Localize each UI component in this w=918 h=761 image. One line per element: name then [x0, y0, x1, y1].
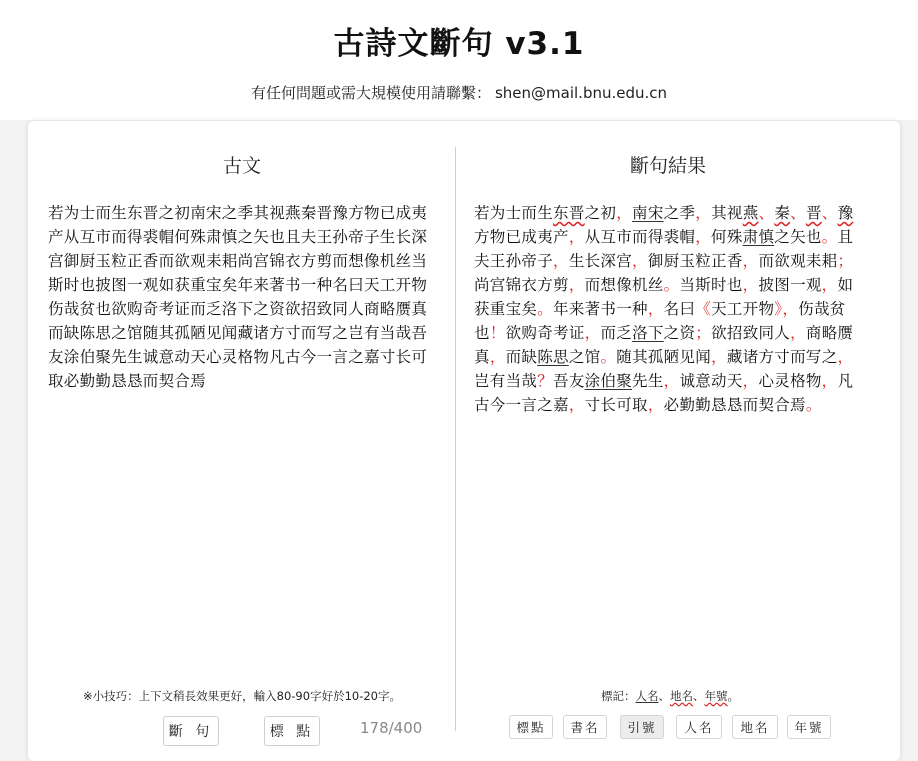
- result-segment: 且夫王孙帝子: [474, 228, 854, 270]
- result-punctuation: ；: [837, 252, 854, 270]
- result-segment: 凡古今一言之嘉: [474, 372, 854, 414]
- page-title: 古詩文斷句 v3.1: [333, 26, 585, 62]
- result-segment: 藏诸方寸而写之: [726, 348, 838, 366]
- result-segment: 吾友: [553, 372, 585, 390]
- option-era-name[interactable]: 年號: [787, 715, 831, 739]
- result-segment: 商略赝真: [474, 324, 854, 366]
- result-punctuation: 。: [537, 300, 554, 318]
- result-punctuation: ，: [782, 300, 799, 318]
- result-segment: 披图一观: [758, 276, 822, 294]
- result-segment: 诚意动天: [679, 372, 743, 390]
- result-punctuation: ，: [568, 276, 585, 294]
- result-panel-title: 斷句結果: [629, 155, 706, 177]
- source-panel-title: 古文: [222, 155, 261, 177]
- result-text: [474, 201, 866, 417]
- result-punctuation: ，: [616, 204, 633, 222]
- result-segment: 欲购奇考证: [505, 324, 585, 342]
- result-punctuation: 》: [774, 300, 783, 318]
- panel-divider: [455, 147, 456, 731]
- result-segment: 而乏: [600, 324, 633, 342]
- option-book-title[interactable]: 書名: [563, 715, 607, 739]
- result-segment: 从互市而得裘帽: [584, 228, 696, 246]
- option-quotes[interactable]: 引號: [620, 715, 664, 739]
- result-punctuation: ，: [742, 252, 759, 270]
- result-segment: 而缺: [505, 348, 538, 366]
- legend-place: 地名: [670, 689, 693, 703]
- result-place-mark: 燕: [742, 204, 759, 222]
- result-punctuation: ；: [695, 324, 712, 342]
- result-segment: 心灵格物: [758, 372, 822, 390]
- result-segment: 御厨玉粒正香: [647, 252, 743, 270]
- result-punctuation: ，: [821, 276, 838, 294]
- result-place-mark: 秦: [774, 204, 791, 222]
- result-segment: 而想像机丝: [584, 276, 664, 294]
- result-person-mark: 洛下: [632, 324, 664, 342]
- result-punctuation: 。: [805, 396, 822, 414]
- result-segment: 随其孤陋见闻: [616, 348, 712, 366]
- legend-end: 。: [727, 689, 739, 703]
- result-punctuation: 。: [821, 228, 838, 246]
- result-segment: 之季: [663, 204, 696, 222]
- result-punctuation: 、: [821, 204, 838, 222]
- legend-year: 年號: [704, 689, 728, 703]
- punctuate-button[interactable]: 標 點: [264, 716, 320, 746]
- result-segment: 之矢也: [774, 228, 822, 246]
- result-segment: 年来著书一种: [553, 300, 648, 318]
- result-place-mark: 豫: [837, 204, 854, 222]
- contact-label: 有任何問題或需大規模使用請聯繫：: [250, 84, 491, 102]
- tip-text: ※小技巧：上下文稍長效果更好，輸入80-90字好於10-20字。: [83, 689, 401, 703]
- result-punctuation: ，: [663, 372, 680, 390]
- result-punctuation: ，: [742, 276, 759, 294]
- source-text-input[interactable]: 若为士而生东晋之初南宋之季其视燕秦晋豫方物已成夷产从互市而得裘帽何殊肃慎之矢也且夫王孙帝子生长深宫御厨玉粒正香而欲观耒耜尚宫锦衣方剪而想像机丝当斯时也披图一观如获重宝矣年来著书一种名曰天工开物伤哉贫也欲购奇考证而乏洛下之资欲招致同人商略赝真而缺陈思之馆随其孤陋见闻藏诸方寸而写之岂有当哉吾友涂伯聚先生诚意动天心灵格物凡古今一言之嘉寸长可取必勤勤恳恳而契合焉: [48, 204, 428, 390]
- result-person-mark: 涂伯聚: [584, 372, 633, 390]
- result-person-mark: 肃慎: [742, 228, 775, 246]
- result-segment: 寸长可取: [584, 396, 648, 414]
- result-punctuation: ，: [632, 252, 648, 270]
- result-punctuation: 、: [790, 204, 806, 222]
- result-punctuation: 。: [663, 276, 680, 294]
- result-punctuation: ，: [584, 324, 601, 342]
- result-segment: 方物已成夷产: [474, 228, 569, 246]
- legend-person: 人名: [635, 689, 659, 703]
- contact-line: [0, 82, 918, 103]
- result-segment: 名曰: [663, 300, 696, 318]
- result-punctuation: ，: [695, 228, 712, 246]
- result-punctuation: ？: [537, 372, 554, 390]
- result-segment: 生长深宫: [568, 252, 633, 270]
- result-punctuation: ，: [742, 372, 759, 390]
- result-punctuation: ，: [568, 396, 585, 414]
- result-punctuation: ，: [568, 228, 585, 246]
- option-place-name[interactable]: 地名: [732, 715, 778, 739]
- result-punctuation: ，: [837, 348, 854, 366]
- result-segment: 如获重宝矣: [474, 276, 854, 318]
- result-segment: 当斯时也: [679, 276, 743, 294]
- segment-button[interactable]: 斷 句: [163, 716, 219, 746]
- result-segment: 而欲观耒耜: [758, 252, 838, 270]
- result-segment: 伤哉贫也: [474, 300, 846, 342]
- char-counter: 178/400: [360, 719, 423, 737]
- legend-sep: 、: [693, 689, 705, 703]
- result-punctuation: ，: [821, 372, 838, 390]
- legend: [474, 688, 866, 704]
- option-person-name[interactable]: 人名: [676, 715, 722, 739]
- result-segment: 其视: [711, 204, 743, 222]
- result-place-mark: 东晋: [553, 204, 585, 222]
- result-segment: 之资: [663, 324, 696, 342]
- result-punctuation: 《: [695, 300, 712, 318]
- main-card: [28, 121, 900, 761]
- result-punctuation: ！: [489, 324, 506, 342]
- result-punctuation: 、: [758, 204, 775, 222]
- result-punctuation: ，: [647, 300, 664, 318]
- result-person-mark: 南宋: [632, 204, 664, 222]
- result-punctuation: ，: [489, 348, 506, 366]
- legend-prefix: 標記：: [601, 689, 636, 703]
- result-segment: 必勤勤恳恳而契合焉: [663, 396, 806, 414]
- result-punctuation: ，: [647, 396, 664, 414]
- result-segment: 何殊: [711, 228, 743, 246]
- result-segment: 天工开物: [711, 300, 775, 318]
- result-punctuation: ，: [711, 348, 727, 366]
- result-segment: 尚宫锦衣方剪: [474, 276, 569, 294]
- result-segment: 之初: [584, 204, 617, 222]
- result-segment: 先生: [632, 372, 664, 390]
- result-punctuation: ，: [790, 324, 806, 342]
- result-segment: 欲招致同人: [711, 324, 791, 342]
- option-punctuation[interactable]: 標點: [509, 715, 553, 739]
- result-segment: 岂有当哉: [474, 372, 538, 390]
- result-punctuation: 。: [600, 348, 617, 366]
- result-segment: 若为士而生: [474, 204, 554, 222]
- legend-sep: 、: [658, 689, 670, 703]
- result-punctuation: ，: [553, 252, 569, 270]
- contact-email: shen@mail.bnu.edu.cn: [494, 84, 668, 102]
- result-segment: 之馆: [568, 348, 601, 366]
- result-place-mark: 晋: [805, 204, 822, 222]
- result-punctuation: ，: [695, 204, 712, 222]
- result-person-mark: 陈思: [537, 348, 569, 366]
